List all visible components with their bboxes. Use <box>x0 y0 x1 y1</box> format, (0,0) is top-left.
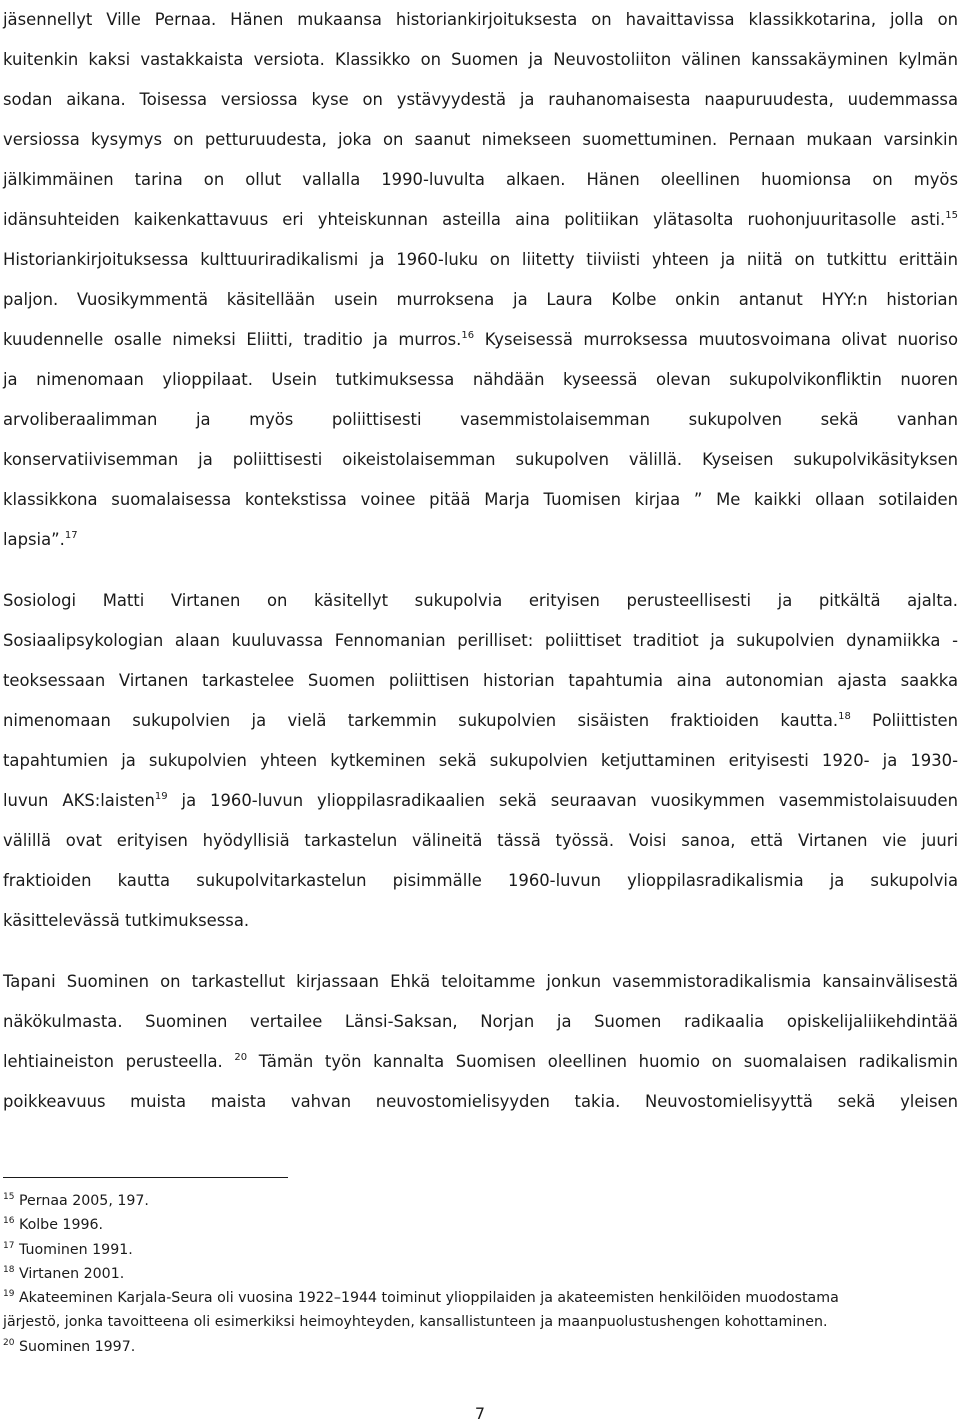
text-line <box>3 861 958 901</box>
text-line <box>3 781 958 821</box>
text-run: sodan aikana. Toisessa versiossa kyse on ystävyydestä ja rauhanomaisesta naapuruudesta, uudemmassa <box>3 90 958 109</box>
text-run: idänsuhteiden kaikenkattavuus eri yhteiskunnan asteilla aina politiikan ylätasolta ruohonjuuritasolle asti. <box>3 210 946 229</box>
text-run: Tämän työn kannalta Suomisen oleellinen huomio on suomalaisen radikalismin <box>247 1052 959 1071</box>
text-line <box>3 1042 958 1082</box>
footnote <box>3 1286 958 1310</box>
footnote-text: järjestö, jonka tavoitteena oli esimerkiksi heimoyhteyden, kansallistunteen ja maanpuolustushengen kohottaminen. <box>3 1314 828 1331</box>
text-run: näkökulmasta. Suominen vertailee Länsi-Saksan, Norjan ja Suomen radikaalia opiskelijaliikehdintää <box>3 1012 958 1031</box>
text-run: Tapani Suominen on tarkastellut kirjassaan Ehkä teloitamme jonkun vasemmistoradikalismia kansainvälisestä <box>3 972 958 991</box>
text-line <box>3 360 958 400</box>
text-line <box>3 40 958 80</box>
text-run: Poliittisten <box>850 711 958 730</box>
text-line <box>3 901 958 941</box>
footnote-ref[interactable]: 19 <box>154 791 168 802</box>
text-run: välillä ovat erityisen hyödyllisiä tarkastelun välineitä tässä työssä. Voisi sanoa, että Virtanen vie juuri <box>3 831 958 850</box>
text-line <box>3 440 958 480</box>
text-line <box>3 120 958 160</box>
paragraph-1 <box>3 0 958 560</box>
text-run: ja 1960-luvun ylioppilasradikaalien sekä seuraavan vuosikymmen vasemmistolaisuuden <box>167 791 958 810</box>
text-line <box>3 160 958 200</box>
footnote-number: 15 <box>3 1192 15 1202</box>
footnote-ref[interactable]: 18 <box>838 711 851 722</box>
text-run: versiossa kysymys on petturuudesta, joka on saanut nimekseen suomettuminen. Pernaan mukaan varsinkin <box>3 130 958 149</box>
text-line <box>3 1002 958 1042</box>
text-run: käsittelevässä tutkimuksessa. <box>3 911 250 930</box>
footnotes <box>3 1189 958 1359</box>
footnote <box>3 1189 958 1213</box>
text-run: klassikkona suomalaisessa kontekstissa voinee pitää Marja Tuomisen kirjaa ” Me kaikki ollaan sotilaiden <box>3 490 958 509</box>
text-line <box>3 821 958 861</box>
text-line <box>3 400 958 440</box>
footnote-text: Kolbe 1996. <box>18 1217 104 1234</box>
footnote-ref[interactable]: 17 <box>64 530 78 541</box>
footnote-text: Pernaa 2005, 197. <box>18 1193 149 1209</box>
text-run: Historiankirjoituksessa kulttuuriradikalismi ja 1960-luku on liitetty tiiviisti yhteen ja niitä on tutkittu erittäin <box>3 250 958 269</box>
footnote <box>3 1238 958 1262</box>
text-run: lehtiaineiston perusteella. <box>3 1052 235 1071</box>
footnote-number: 16 <box>3 1216 15 1227</box>
text-run: luvun AKS:laisten <box>3 791 155 810</box>
paragraph-2 <box>3 581 958 941</box>
text-run: poikkeavuus muista maista vahvan neuvostomielisyyden takia. Neuvostomielisyyttä sekä yleisen <box>3 1092 958 1111</box>
page-number: 7 <box>474 1404 486 1423</box>
text-run: ja nimenomaan ylioppilaat. Usein tutkimuksessa nähdään kyseessä olevan sukupolvikonfliktin nuoren <box>3 370 958 389</box>
text-line <box>3 621 958 661</box>
text-run: lapsia”. <box>3 530 65 549</box>
text-line <box>3 280 958 320</box>
text-run: jäsennellyt Ville Pernaa. Hänen mukaansa historiankirjoituksesta on havaittavissa klassikkotarina, jolla on <box>3 10 958 29</box>
text-line <box>3 962 958 1002</box>
text-run: kuudennelle osalle nimeksi Eliitti, traditio ja murros. <box>3 330 462 349</box>
text-run: paljon. Vuosikymmentä käsitellään usein murroksena ja Laura Kolbe onkin antanut HYY:n historian <box>3 290 958 309</box>
text-run: konservatiivisemman ja poliittisesti oikeistolaisemman sukupolven välillä. Kyseisen sukupolvikäsityksen <box>3 450 958 469</box>
text-run: arvoliberaalimman ja myös poliittisesti vasemmistolaisemman sukupolven sekä vanhan <box>3 410 958 429</box>
footnote <box>3 1335 958 1359</box>
footnote-number: 18 <box>3 1264 15 1275</box>
footnote <box>3 1310 958 1334</box>
footnote-text: Virtanen 2001. <box>18 1265 125 1282</box>
text-run: jälkimmäinen tarina on ollut vallalla 1990-luvulta alkaen. Hänen oleellinen huomionsa on myös <box>3 170 958 189</box>
text-run: tapahtumien ja sukupolvien yhteen kytkeminen sekä sukupolvien ketjuttaminen erityisesti 1920- ja 1930- <box>3 751 958 770</box>
footnote-number: 19 <box>3 1289 15 1300</box>
footnote-text: Suominen 1997. <box>18 1338 136 1355</box>
text-line <box>3 240 958 280</box>
footnote-separator <box>3 1177 288 1178</box>
footnote <box>3 1262 958 1286</box>
footnote-ref[interactable]: 15 <box>945 210 958 221</box>
text-run: fraktioiden kautta sukupolvitarkastelun pisimmälle 1960-luvun ylioppilasradikalismia ja sukupolvia <box>3 871 958 890</box>
footnote-number: 20 <box>3 1337 15 1348</box>
text-run: Sosiaalipsykologian alaan kuuluvassa Fennomanian perilliset: poliittiset traditiot ja sukupolvien dynamiikka - <box>3 631 958 650</box>
text-run: Kyseisessä murroksessa muutosvoimana olivat nuoriso <box>474 330 958 349</box>
text-line <box>3 520 958 560</box>
footnote-number: 17 <box>3 1240 15 1251</box>
text-run: kuitenkin kaksi vastakkaista versiota. Klassikko on Suomen ja Neuvostoliiton välinen kanssakäyminen kylmän <box>3 50 958 69</box>
text-line <box>3 1082 958 1122</box>
text-run: teoksessaan Virtanen tarkastelee Suomen poliittisen historian tapahtumia aina autonomian ajasta saakka <box>3 671 958 690</box>
text-run: nimenomaan sukupolvien ja vielä tarkemmin sukupolvien sisäisten fraktioiden kautta. <box>3 711 839 730</box>
paragraph-3 <box>3 962 958 1122</box>
text-line <box>3 480 958 520</box>
footnote <box>3 1213 958 1237</box>
footnote-text: Tuominen 1991. <box>18 1241 133 1258</box>
text-line <box>3 320 958 360</box>
text-line <box>3 0 958 40</box>
text-line <box>3 661 958 701</box>
footnote-ref[interactable]: 20 <box>234 1052 248 1063</box>
footnote-ref[interactable]: 16 <box>461 330 475 341</box>
text-line <box>3 80 958 120</box>
text-line <box>3 741 958 781</box>
text-line <box>3 701 958 741</box>
text-line <box>3 200 958 240</box>
text-line <box>3 581 958 621</box>
text-run: Sosiologi Matti Virtanen on käsitellyt sukupolvia erityisen perusteellisesti ja pitkältä ajalta. <box>3 591 958 610</box>
footnote-text: Akateeminen Karjala-Seura oli vuosina 1922–1944 toiminut ylioppilaiden ja akateemisten henkilöiden muodostama <box>18 1290 839 1307</box>
